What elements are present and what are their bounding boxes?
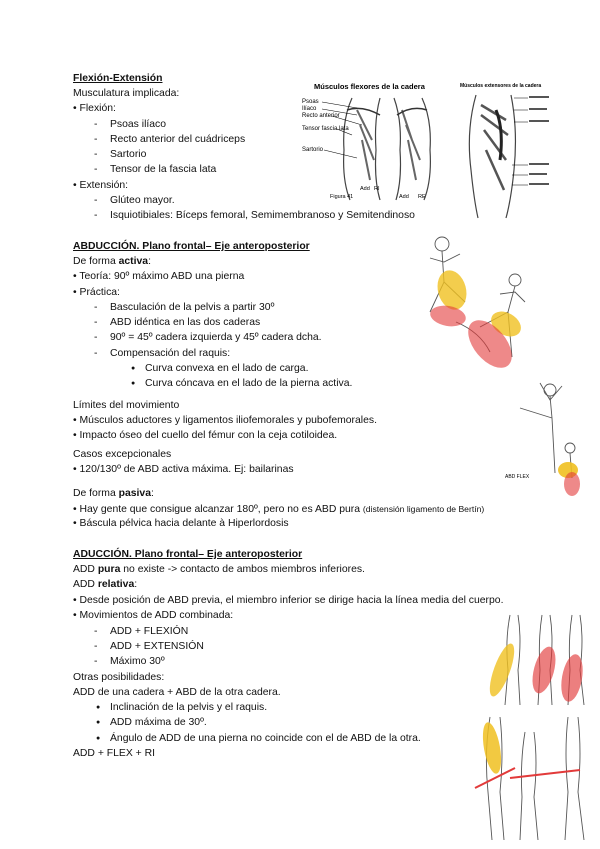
- hip-extensors-figure: [456, 80, 554, 220]
- passive-form-label: De forma pasiva:: [73, 488, 154, 499]
- fig-label: Sartorio: [302, 147, 324, 153]
- active-form-label: De forma activa:: [73, 256, 151, 267]
- fig-bottom: RE: [418, 194, 426, 200]
- section-title-adduction: ADUCCIÓN. Plano frontal– Eje anteroposterior: [73, 549, 303, 560]
- fig-label: Tensor fascia lata: [302, 126, 349, 132]
- other-item: ● Ángulo de ADD de una pierna no coincide con el de ABD de la otra.: [110, 732, 421, 746]
- section-title-abduction: ABDUCCIÓN. Plano frontal– Eje anteroposterior: [73, 241, 310, 252]
- passive-item: • Báscula pélvica hacia delante à Hiperlordosis: [73, 518, 289, 529]
- practice-item: - ABD idéntica en las dos caderas: [110, 316, 260, 330]
- fig-label: Psoas: [302, 99, 319, 105]
- extension-item: - Glúteo mayor.: [110, 194, 175, 208]
- other-item: ● Inclinación de la pelvis y el raquis.: [110, 701, 267, 715]
- fig-bottom: Add: [399, 194, 409, 200]
- exceptional-case-item: • 120/130º de ABD activa máxima. Ej: bailarinas: [73, 464, 294, 475]
- abd-flex-label: ABD FLEX: [505, 474, 530, 480]
- add-line: ADD + FLEX + RI: [73, 748, 155, 759]
- limit-item: • Impacto óseo del cuello del fémur con la ceja cotiloidea.: [73, 430, 338, 441]
- passive-item: • Hay gente que consigue alcanzar 180º, pero no es ABD pura (distensión ligamento de Bertín): [73, 504, 485, 515]
- hip-flexors-title: Músculos flexores de la cadera: [314, 82, 425, 91]
- adduction-figure-bottom: [470, 712, 595, 844]
- practice-item: - Basculación de la pelvis a partir 30º: [110, 301, 274, 315]
- practice-item: - 90º = 45º cadera izquierda y 45º cadera dcha.: [110, 331, 322, 345]
- flexion-label: • Flexión:: [73, 103, 116, 114]
- adduction-figure-top: [480, 610, 595, 710]
- fig-bottom: RI: [374, 186, 380, 192]
- practice-item: - Compensación del raquis:: [110, 347, 230, 361]
- flexion-item: - Sartorio: [110, 148, 146, 162]
- flexion-item: - Psoas ilíaco: [110, 118, 166, 132]
- extension-label: • Extensión:: [73, 180, 129, 191]
- compensation-item: ● Curva convexa en el lado de carga.: [145, 362, 308, 376]
- combined-item: - Máximo 30º: [110, 655, 165, 669]
- fig-bottom: Add: [360, 186, 370, 192]
- add-line: • Desde posición de ABD previa, el miembro inferior se dirige hacia la línea media del cuerpo.: [73, 595, 504, 606]
- abduction-flex-figure: [500, 378, 592, 496]
- add-line: ADD pura no existe -> contacto de ambos miembros inferiores.: [73, 564, 365, 575]
- fig-label: Ilíaco: [302, 106, 317, 112]
- theory-line: • Teoría: 90º máximo ABD una pierna: [73, 271, 245, 282]
- practice-label: • Práctica:: [73, 287, 120, 298]
- limit-item: • Músculos aductores y ligamentos iliofemorales y pubofemorales.: [73, 415, 377, 426]
- flexion-item: - Recto anterior del cuádriceps: [110, 133, 245, 147]
- limits-label: Límites del movimiento: [73, 400, 180, 411]
- compensation-item: ● Curva cóncava en el lado de la pierna activa.: [145, 377, 352, 391]
- abduction-figure: [420, 232, 530, 372]
- hip-extensors-title: Músculos extensores de la cadera: [460, 83, 542, 89]
- add-line: ADD relativa:: [73, 579, 138, 590]
- combined-item: - ADD + FLEXIÓN: [110, 625, 188, 639]
- flexion-item: - Tensor de la fascia lata: [110, 163, 216, 177]
- exceptional-cases-label: Casos excepcionales: [73, 449, 172, 460]
- other-item: ● ADD máxima de 30º.: [110, 716, 207, 730]
- extension-item: - Isquiotibiales: Bíceps femoral, Semimembranoso y Semitendinoso: [110, 209, 415, 223]
- section-title-flexion-extension: Flexión-Extensión: [73, 73, 163, 84]
- add-line: • Movimientos de ADD combinada:: [73, 610, 234, 621]
- fig-caption: Figura 41: [330, 194, 354, 200]
- add-line: ADD de una cadera + ABD de la otra cadera.: [73, 687, 281, 698]
- musculature-label: Musculatura implicada:: [73, 88, 180, 99]
- hip-flexors-figure: [302, 80, 448, 203]
- fig-label: Recto anterior: [302, 113, 340, 119]
- combined-item: - ADD + EXTENSIÓN: [110, 640, 204, 654]
- other-possibilities-label: Otras posibilidades:: [73, 672, 165, 683]
